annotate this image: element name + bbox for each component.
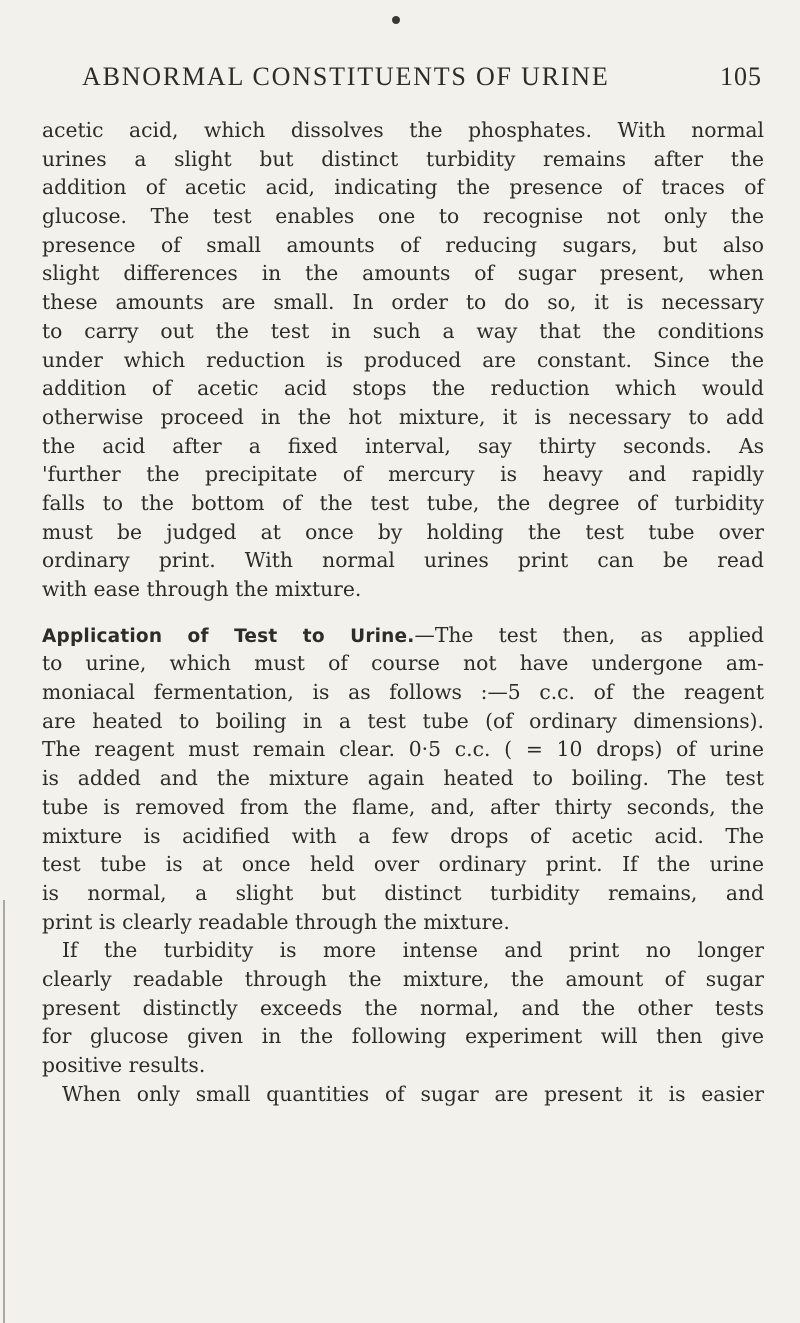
text-line: 'further the precipitate of mercury is heavy and rapidly	[42, 462, 764, 487]
text-line: tube is removed from the flame, and, after thirty seconds, the	[42, 794, 764, 819]
text-line: the acid after a fixed interval, say thirty seconds. As	[42, 433, 764, 458]
body-text	[42, 116, 764, 1108]
text-line: clearly readable through the mixture, the amount of sugar	[42, 966, 764, 991]
text-line: When only small quantities of sugar are present it is easier	[62, 1081, 764, 1106]
text-line: slight differences in the amounts of sugar present, when	[42, 261, 764, 286]
text-line: addition of acetic acid, indicating the presence of traces of	[42, 175, 764, 200]
page-edge-shadow	[3, 900, 5, 1323]
text-line: is normal, a slight but distinct turbidity remains, and	[42, 880, 764, 905]
text-line: test tube is at once held over ordinary print. If the urine	[42, 852, 764, 877]
paragraph	[42, 621, 764, 937]
paragraph	[42, 1080, 764, 1109]
text-line: moniacal fermentation, is as follows :—5 c.c. of the reagent	[42, 680, 764, 705]
text-line: with ease through the mixture.	[42, 577, 362, 601]
text-run: —The test then, as applied	[414, 622, 764, 647]
text-line: urines a slight but distinct turbidity remains after the	[42, 146, 764, 171]
running-header	[40, 62, 762, 100]
text-line: otherwise proceed in the hot mixture, it is necessary to add	[42, 404, 764, 429]
ink-speck	[392, 16, 400, 24]
paragraph	[42, 936, 764, 1079]
text-line: presence of small amounts of reducing sugars, but also	[42, 232, 764, 257]
running-title: ABNORMAL CONSTITUENTS OF URINE	[82, 62, 610, 91]
text-line: under which reduction is produced are constant. Since the	[42, 347, 764, 372]
text-line: to urine, which must of course not have undergone am-	[42, 651, 764, 676]
text-line: ordinary print. With normal urines print can be read	[42, 548, 764, 573]
section-heading: Application of Test to Urine.	[42, 625, 415, 647]
text-line: If the turbidity is more intense and print no longer	[62, 938, 764, 963]
text-line: for glucose given in the following experiment will then give	[42, 1024, 764, 1049]
text-line: print is clearly readable through the mixture.	[42, 909, 510, 934]
text-line: falls to the bottom of the test tube, the degree of turbidity	[42, 490, 764, 515]
text-line: is added and the mixture again heated to boiling. The test	[42, 766, 764, 791]
text-line: must be judged at once by holding the test tube over	[42, 519, 764, 544]
text-line: are heated to boiling in a test tube (of ordinary dimensions).	[42, 708, 764, 733]
text-line: The reagent must remain clear. 0·5 c.c. ( = 10 drops) of urine	[42, 737, 764, 762]
text-line: addition of acetic acid stops the reduction which would	[42, 376, 764, 401]
text-line: these amounts are small. In order to do so, it is necessary	[42, 290, 764, 315]
paragraph	[42, 116, 764, 604]
text-line: acetic acid, which dissolves the phosphates. With normal	[42, 118, 764, 142]
text-line: present distinctly exceeds the normal, and the other tests	[42, 995, 764, 1020]
text-line: glucose. The test enables one to recognise not only the	[42, 204, 764, 229]
page-number: 105	[720, 62, 762, 91]
text-line	[42, 621, 764, 650]
text-line: to carry out the test in such a way that the conditions	[42, 318, 764, 343]
text-line: mixture is acidified with a few drops of acetic acid. The	[42, 823, 764, 848]
text-line: positive results.	[42, 1053, 206, 1077]
paragraph-gap	[42, 604, 764, 621]
